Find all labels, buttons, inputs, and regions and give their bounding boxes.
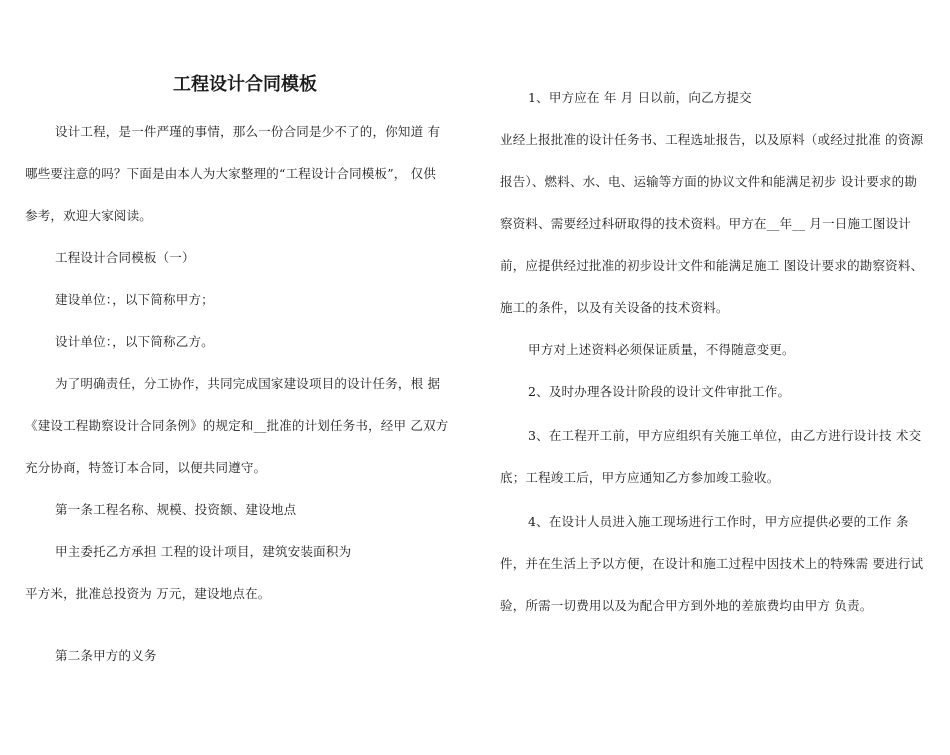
left-paragraph-line: 为了明确责任，分工协作，共同完成国家建设项目的设计任务，根 据 [55, 376, 441, 391]
right-paragraph-line: 业经上报批准的设计任务书、工程选址报告，以及原料（或经过批准 的资源 [500, 132, 924, 147]
right-paragraph-line: 3、在工程开工前，甲方应组织有关施工单位，由乙方进行设计技 术交 [528, 428, 922, 443]
right-paragraph-line: 件，并在生活上予以方便，在设计和施工过程中因技术上的特殊需 要进行试 [500, 556, 924, 571]
left-paragraph-line: 设计工程，是一件严瑾的事情，那么一份合同是少不了的，你知道 有 [55, 124, 441, 139]
article-heading: 第二条甲方的义务 [55, 648, 157, 663]
document-title: 工程设计合同模板 [173, 74, 317, 95]
left-paragraph-line: 哪些要注意的吗？下面是由本人为大家整理的“工程设计合同模板”， 仅供 [25, 166, 437, 181]
left-paragraph-line: 充分协商，特签订本合同，以便共同遵守。 [25, 460, 267, 475]
right-paragraph-line: 1、甲方应在 年 月 日以前，向乙方提交 [528, 90, 752, 105]
right-paragraph-line: 施工的条件，以及有关设备的技术资料。 [500, 300, 729, 315]
right-paragraph-line: 2、及时办理各设计阶段的设计文件审批工作。 [528, 384, 791, 399]
left-paragraph-line: 平方米，批准总投资为 万元，建设地点在。 [25, 586, 271, 601]
left-paragraph-line: 参考，欢迎大家阅读。 [25, 208, 153, 223]
article-heading: 第一条工程名称、规模、投资额、建设地点 [55, 502, 297, 517]
right-paragraph-line: 报告）、燃料、水、电、运输等方面的协议文件和能满足初步 设计要求的勘 [500, 174, 918, 189]
right-paragraph-line: 察资料、需要经过科研取得的技术资料。甲方在__年__ 月一日施工图设计 [500, 216, 911, 231]
right-paragraph-line: 4、在设计人员进入施工现场进行工作时，甲方应提供必要的工作 条 [528, 514, 909, 529]
right-paragraph-line: 底；工程竣工后，甲方应通知乙方参加竣工验收。 [500, 470, 780, 485]
party-b-line: 设计单位：，以下简称乙方。 [55, 334, 214, 349]
left-paragraph-line: 《建设工程勘察设计合同条例》的规定和__批准的计划任务书，经甲 乙双方 [25, 418, 449, 433]
right-paragraph-line: 甲方对上述资料必须保证质量，不得随意变更。 [528, 342, 795, 357]
right-paragraph-line: 验，所需一切费用以及为配合甲方到外地的差旅费均由甲方 负责。 [500, 598, 873, 613]
party-a-line: 建设单位：，以下简称甲方； [55, 292, 214, 307]
left-paragraph-line: 甲主委托乙方承担 工程的设计项目，建筑安装面积为 [55, 544, 352, 559]
right-paragraph-line: 前，应提供经过批准的初步设计文件和能满足施工 图设计要求的勘察资料、 [500, 258, 924, 273]
section-heading: 工程设计合同模板（一） [55, 250, 195, 265]
